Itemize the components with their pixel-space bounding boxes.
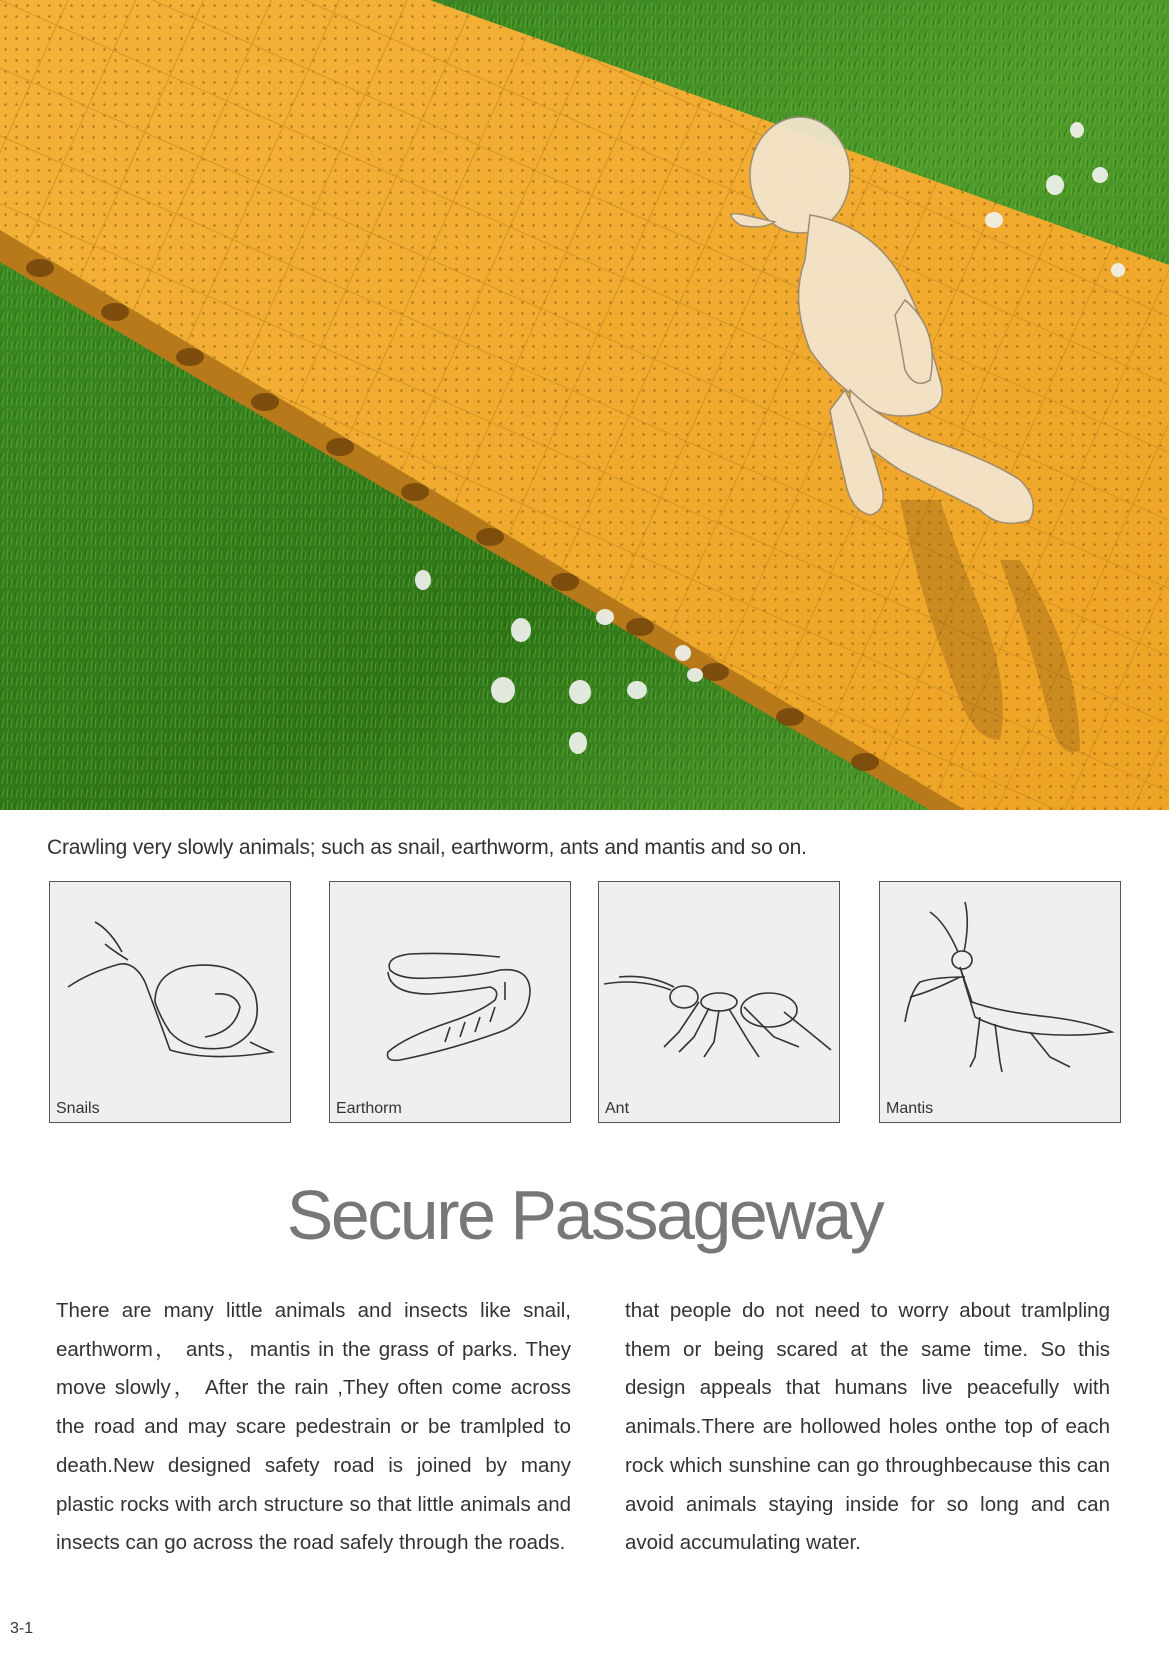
- snail-icon: [50, 882, 292, 1124]
- animal-card-ant: [598, 881, 840, 1123]
- animal-label: Ant: [605, 1100, 630, 1117]
- body-text-right: that people do not need to worry about tramlpling them or being scared at the same time. So this design appeals that humans live peacefully with animals.There are hollowed holes onthe top of each rock which sunshine can go throughbecause this can avoid animals staying inside for so long and can avoid accumulating water.: [625, 1299, 1110, 1555]
- page-title: Secure Passageway: [286, 1176, 883, 1254]
- animal-label: Mantis: [886, 1100, 934, 1117]
- body-text-left: There are many little animals and insects like snail, earthworm， ants，mantis in the grass of parks. They move slowly， After the rain ,They often come across the road and may scare pedestrain or be tramlpled to death.New designed safety road is joined by many plastic rocks with arch structure so that little animals and insects can go across the road safely through the roads.: [56, 1299, 571, 1555]
- animal-label: Snails: [56, 1100, 100, 1117]
- ant-icon: [599, 882, 841, 1124]
- caption: Crawling very slowly animals; such as snail, earthworm, ants and mantis and so on.: [47, 836, 807, 859]
- animal-label: Earthorm: [336, 1100, 402, 1117]
- animal-card-snail: [49, 881, 291, 1123]
- mantis-icon: [880, 882, 1122, 1124]
- hero-illustration: [0, 0, 1169, 810]
- animal-card-earthworm: [329, 881, 571, 1123]
- passageway-render: [0, 0, 1169, 810]
- page-number: 3-1: [10, 1620, 34, 1637]
- animal-card-mantis: [879, 881, 1121, 1123]
- earthworm-icon: [330, 882, 572, 1124]
